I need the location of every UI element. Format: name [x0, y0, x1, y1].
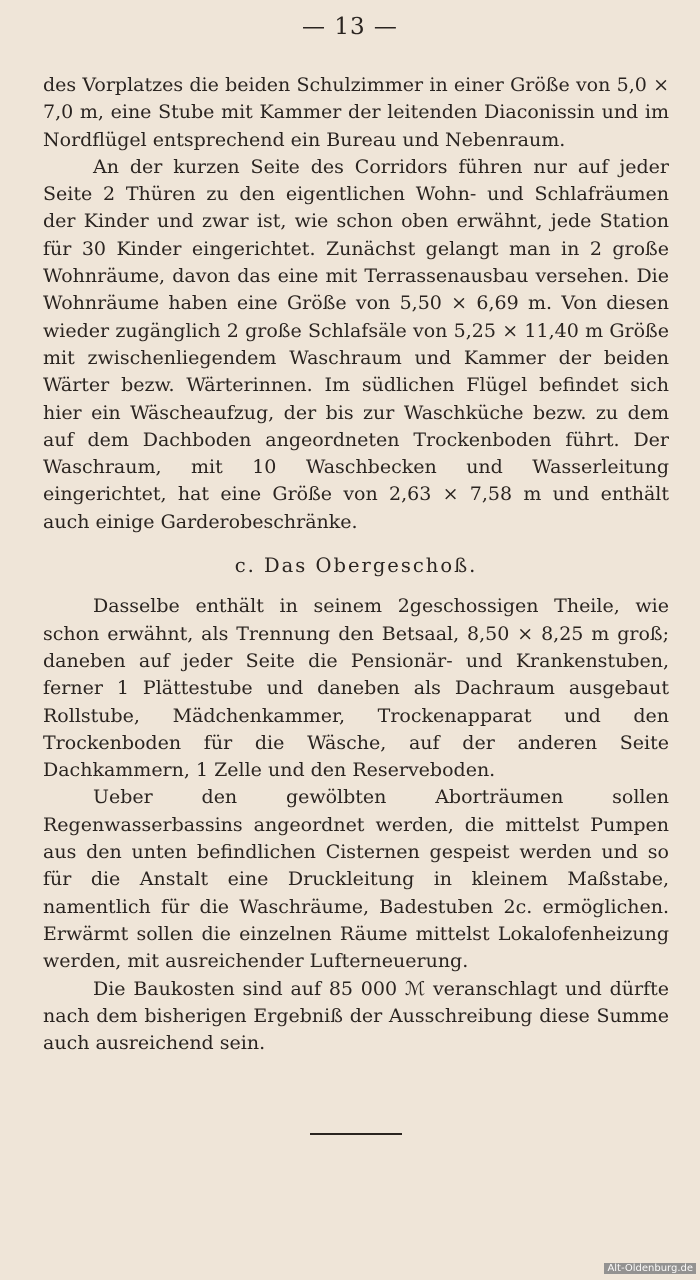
paragraph-obergeschoss: Dasselbe enthält in seinem 2geschossigen Theile, wie schon erwähnt, als Trennung den Betsaal, 8,50 × 8,25 m groß; daneben auf jeder Seite die Pensionär- und Krankenstuben, ferner 1 Plättestube und daneben als Dachraum ausgebaut Rollstube, Mädchenkammer, Trockenapparat und den Trockenboden für die Wäsche, auf der anderen Seite Dachkammern, 1 Zelle und den Reserveboden.	[43, 595, 669, 782]
paragraph-continuation: des Vorplatzes die beiden Schulzimmer in einer Größe von 5,0 × 7,0 m, eine Stube mit Kammer der leitenden Diaconissin und im Nordflügel entsprechend ein Bureau und Nebenraum.	[43, 74, 669, 151]
paragraph-baukosten: Die Baukosten sind auf 85 000 ℳ veranschlagt und dürfte nach dem bisherigen Ergebniß der Ausschreibung diese Summe auch ausreichend sein.	[43, 977, 669, 1055]
page-number: — 13 —	[302, 14, 398, 40]
section-heading: c. Das Obergeschoß.	[234, 554, 478, 578]
end-rule-divider	[310, 1133, 402, 1135]
paragraph-corridor: An der kurzen Seite des Corridors führen nur auf jeder Seite 2 Thüren zu den eigentlichen Wohn- und Schlafräumen der Kinder und zwar ist, wie schon oben erwähnt, jede Station für 30 Kinder eingerichtet. Zunächst gelangt man in 2 große Wohnräume, davon das eine mit Terrassenausbau versehen. Die Wohnräume haben eine Größe von 5,50 × 6,69 m. Von diesen wieder zugänglich 2 große Schlafsäle von 5,25 × 11,40 m Größe mit zwischenliegendem Waschraum und Kammer der beiden Wärter bezw. Wärterinnen. Im südlichen Flügel befindet sich hier ein Wäscheaufzug, der bis zur Waschküche bezw. zu dem auf dem Dachboden angeordneten Trockenboden führt. Der Waschraum, mit 10 Waschbecken und Wasserleitung eingerichtet, hat eine Größe von 2,63 × 7,58 m und enthält auch einige Garderobeschränke.	[43, 155, 669, 533]
paragraph-abortraeume: Ueber den gewölbten Aborträumen sollen Regenwasserbassins angeordnet werden, die mittelst Pumpen aus den unten befindlichen Cisternen gespeist werden und so für die Anstalt eine Druckleitung in kleinem Maßstabe, namentlich für die Waschräume, Badestuben 2c. ermöglichen. Erwärmt sollen die einzelnen Räume mittelst Lokalofenheizung werden, mit ausreichender Lufterneuerung.	[43, 786, 669, 973]
watermark-label: Alt-Oldenburg.de	[604, 1263, 696, 1274]
page-body	[43, 72, 669, 1057]
